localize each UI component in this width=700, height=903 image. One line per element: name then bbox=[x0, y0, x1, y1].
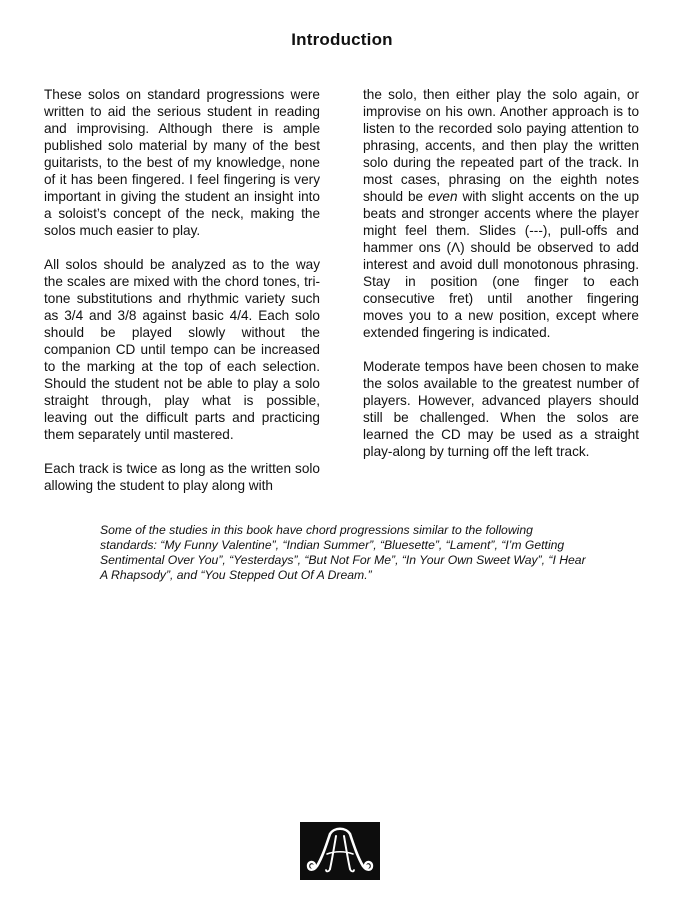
approach-text-start: the solo, then either play the solo again, or improvise on his own. Another approach is to listen to the recorded solo paying attention to phrasing, accents, and then play the written solo during the repeated part of the track. In most cases, phrasing on the eighth notes should be bbox=[363, 87, 639, 204]
left-column bbox=[44, 86, 320, 511]
publisher-logo-icon bbox=[300, 822, 380, 880]
paragraph-approach bbox=[363, 86, 639, 341]
paragraph-track: Each track is twice as long as the written solo allowing the student to play along with bbox=[44, 461, 320, 493]
approach-text-end: with slight accents on the up beats and stronger accents where the player might feel them. Slides (---), pull-offs and hammer ons (Λ) should be observed to add interest and avoid dull monotonous phrasing. Stay in position (one finger to each consecutive fret) until another fingering moves you to a new position, except where extended fingering is indicated. bbox=[363, 189, 640, 340]
paragraph-tempos: Moderate tempos have been chosen to make the solos available to the greatest number of players. However, advanced players should still be challenged. When the solos are learned the CD may be used as a straight play-along by turning off the left track. bbox=[363, 359, 639, 459]
page-title: Introduction bbox=[291, 30, 393, 49]
right-column bbox=[363, 86, 639, 477]
paragraph-analysis: All solos should be analyzed as to the way the scales are mixed with the chord tones, tri-tone substitutions and rhythmic variety such as 3/4 and 3/8 against basic 4/4. Each solo should be played slowly without the companion CD until tempo can be increased to the marking at the top of each selection. Should the student not be able to play a solo straight through, play what is possible, leaving out the difficult parts and practicing them separately until mastered. bbox=[44, 257, 320, 442]
paragraph-purpose: These solos on standard progressions were written to aid the serious student in reading and improvising. Although there is ample published solo material by many of the best guitarists, to the best of my knowledge, none of it has been fingered. I feel fingering is very important in giving the student an insight into a soloist’s concept of the neck, making the solos much easier to play. bbox=[44, 87, 320, 238]
standards-note: Some of the studies in this book have chord progressions similar to the following standards: “My Funny Valentine”, “Indian Summer”, “Bluesette”, “Lament”, “I’m Getting Sentimental Over You”, “Yesterdays”, “But Not For Me”, “In Your Own Sweet Way”, “I Hear A Rhapsody”, and “You Stepped Out Of A Dream.” bbox=[100, 523, 586, 582]
emphasis-even: even bbox=[428, 189, 458, 204]
